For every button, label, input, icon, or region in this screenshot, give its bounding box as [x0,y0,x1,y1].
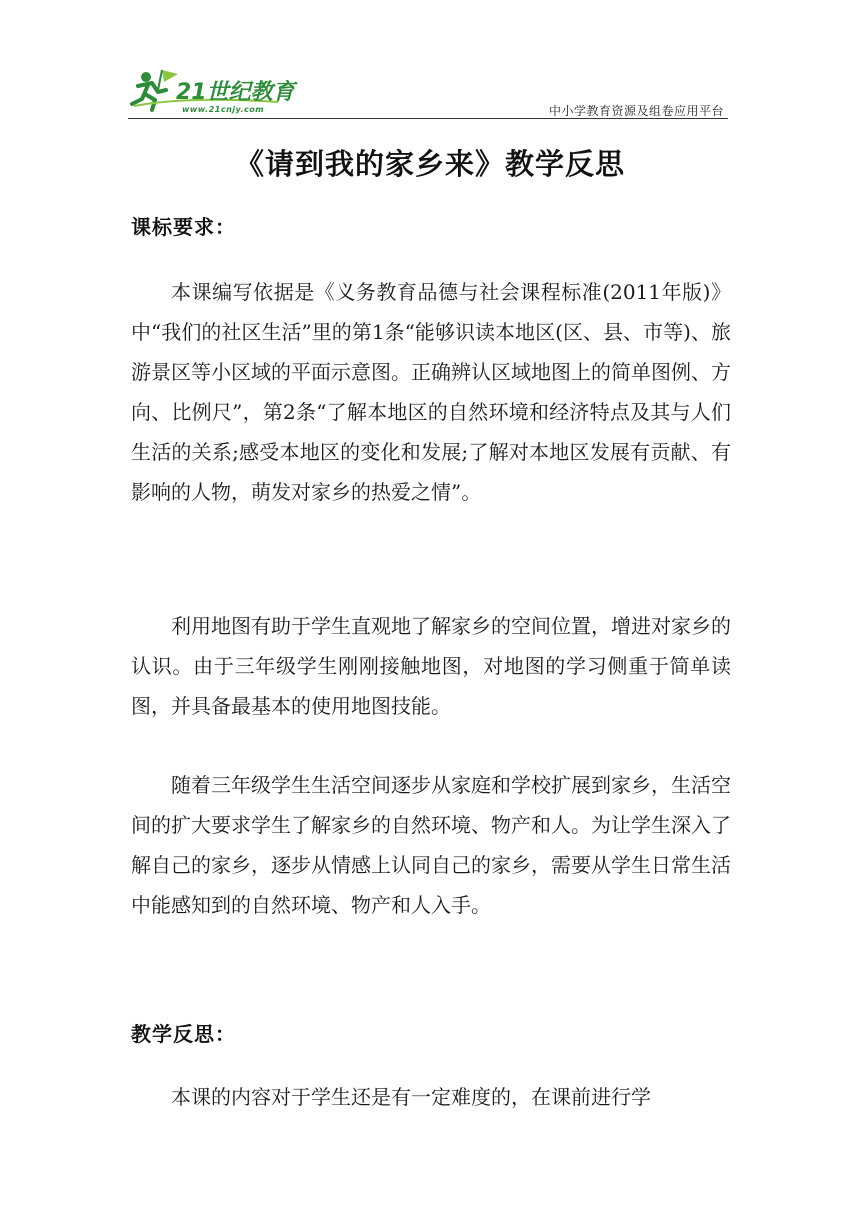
runner-logo-icon [128,66,308,116]
svg-text:www.21cnjy.com: www.21cnjy.com [182,105,265,114]
paragraph-reflection-1: 本课的内容对于学生还是有一定难度的，在课前进行学 [171,1085,651,1109]
paragraph-standards-1: 本课编写依据是《义务教育品德与社会课程标准(2011年版)》中“我们的社区生活”里的第1条“能够识读本地区(区、县、市等)、旅游景区等小区域的平面示意图。正确辨认区域地图上的简单图例、方向、比例尺”，第2条“了解本地区的自然环境和经济特点及其与人们生活的关系;感受本地区的变化和发展;了解对本地区发展有贡献、有影响的人物，萌发对家乡的热爱之情”。 [131,280,731,504]
svg-text:21世纪教育: 21世纪教育 [176,80,295,105]
section-heading-reflection: 教学反思： [131,1022,236,1046]
platform-tagline: 中小学教育资源及组卷应用平台 [548,104,724,118]
paragraph-standards-3: 随着三年级学生生活空间逐步从家庭和学校扩展到家乡，生活空间的扩大要求学生了解家乡的自然环境、物产和人。为让学生深入了解自己的家乡，逐步从情感上认同自己的家乡，需要从学生日常生活中能感知到的自然环境、物产和人入手。 [131,773,731,917]
paragraph-standards-2: 利用地图有助于学生直观地了解家乡的空间位置，增进对家乡的认识。由于三年级学生刚刚接触地图，对地图的学习侧重于简单读图，并具备最基本的使用地图技能。 [131,614,731,718]
page-header [128,66,728,118]
section-heading-standards: 课标要求： [131,215,236,239]
document-title: 《请到我的家乡来》教学反思 [234,147,625,181]
site-logo[interactable] [128,66,308,116]
header-divider [128,118,728,119]
